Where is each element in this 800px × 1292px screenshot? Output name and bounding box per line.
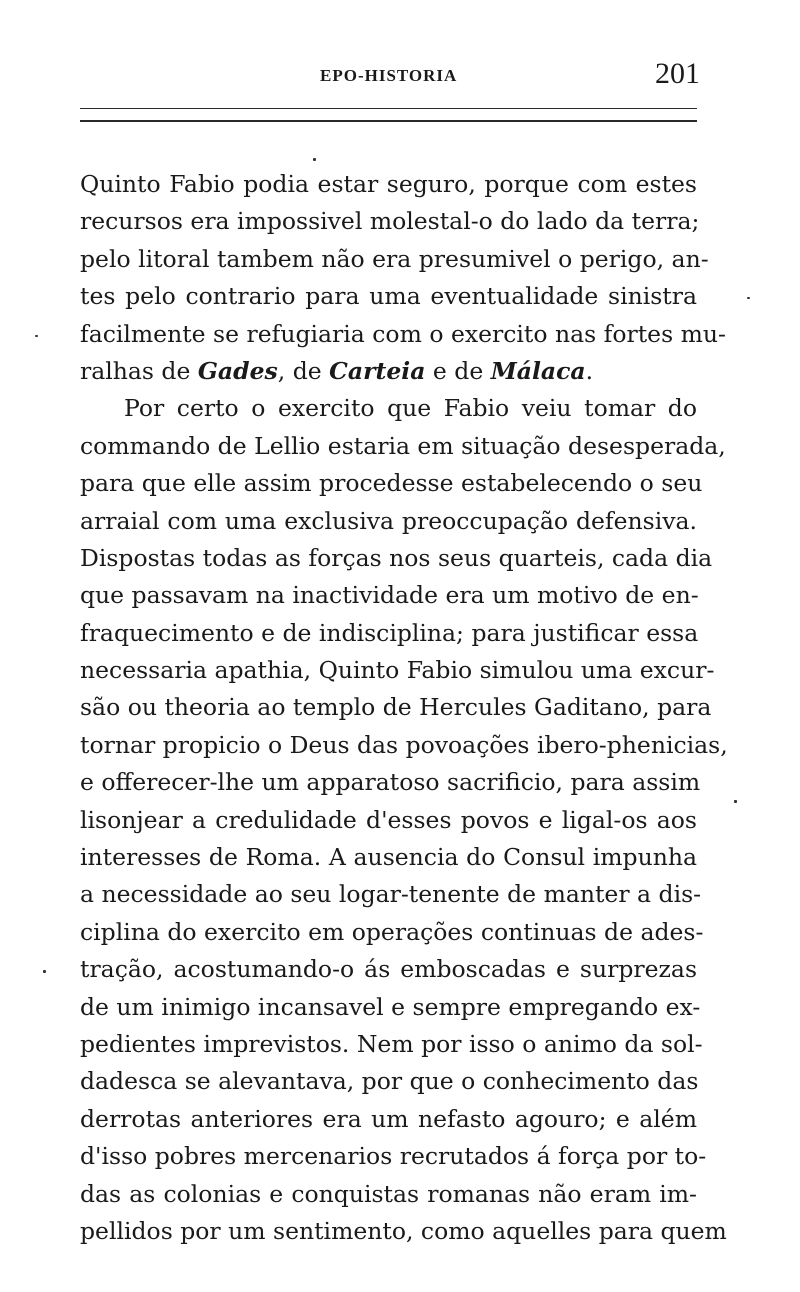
running-title: EPO-HISTORIA — [320, 66, 458, 85]
text-fragment: ralhas de — [80, 356, 198, 385]
text-line: de um inimigo incansavel e sempre empregando ex- — [80, 992, 701, 1021]
text-line: fraquecimento e de indisciplina; para justificar essa — [80, 618, 699, 647]
text-line: lisonjear a credulidade d'esses povos e ligal-os aos — [80, 805, 697, 834]
text-line: facilmente se refugiaria com o exercito nas fortes mu- — [80, 319, 726, 348]
text-line: ciplina do exercito em operações continuas de ades- — [80, 917, 704, 946]
text-line: que passavam na inactividade era um motivo de en- — [80, 581, 699, 610]
ink-speck — [734, 800, 737, 803]
text-fragment: e de — [425, 356, 491, 385]
text-line: pellidos por um sentimento, como aquelles para quem — [80, 1216, 727, 1245]
place-name-carteia: Carteia — [329, 356, 426, 385]
text-line: commando de Lellio estaria em situação desesperada, — [80, 431, 726, 460]
text-line: tes pelo contrario para uma eventualidade sinistra — [80, 282, 697, 311]
page-number: 201 — [655, 57, 700, 90]
text-line: são ou theoria ao templo de Hercules Gaditano, para — [80, 693, 712, 722]
ink-speck — [43, 970, 46, 973]
header-rule-thick — [80, 120, 697, 122]
text-fragment: . — [585, 356, 594, 385]
text-line: Por certo o exercito que Fabio veiu tomar do — [124, 394, 697, 423]
text-line: Dispostas todas as forças nos seus quarteis, cada dia — [80, 543, 713, 572]
text-line: e offerecer-lhe um apparatoso sacrificio, para assim — [80, 768, 701, 797]
text-line: tração, acostumando-o ás emboscadas e surprezas — [80, 955, 697, 984]
text-line: dadesca se alevantava, por que o conhecimento das — [80, 1067, 699, 1096]
text-line: Quinto Fabio podia estar seguro, porque com estes — [80, 170, 697, 198]
body-text — [80, 166, 728, 1250]
text-line: derrotas anteriores era um nefasto agouro; e além — [80, 1104, 697, 1133]
place-name-malaca: Málaca — [490, 356, 586, 385]
text-line: a necessidade ao seu logar-tenente de manter a dis- — [80, 880, 702, 909]
text-line: pedientes imprevistos. Nem por isso o animo da sol- — [80, 1029, 703, 1058]
text-line: tornar propicio o Deus das povoações ibero-phenicias, — [80, 730, 728, 759]
text-line: necessaria apathia, Quinto Fabio simulou uma excur- — [80, 656, 715, 685]
text-line: das as colonias e conquistas romanas não eram im- — [80, 1179, 697, 1208]
text-line: recursos era impossivel molestal-o do lado da terra; — [80, 207, 700, 236]
ink-speck — [313, 158, 316, 161]
ink-speck — [35, 335, 38, 337]
ink-speck — [747, 297, 750, 299]
text-line: para que elle assim procedesse estabelecendo o seu — [80, 469, 703, 498]
text-line: d'isso pobres mercenarios recrutados á força por to- — [80, 1142, 707, 1171]
text-line: interesses de Roma. A ausencia do Consul impunha — [80, 843, 697, 872]
text-fragment: , de — [277, 356, 330, 385]
text-line — [80, 353, 697, 390]
header-rule-thin — [80, 108, 697, 109]
text-line: pelo litoral tambem não era presumivel o perigo, an- — [80, 244, 709, 273]
text-line: arraial com uma exclusiva preoccupação defensiva. — [80, 506, 697, 535]
place-name-gades: Gades — [197, 356, 278, 385]
